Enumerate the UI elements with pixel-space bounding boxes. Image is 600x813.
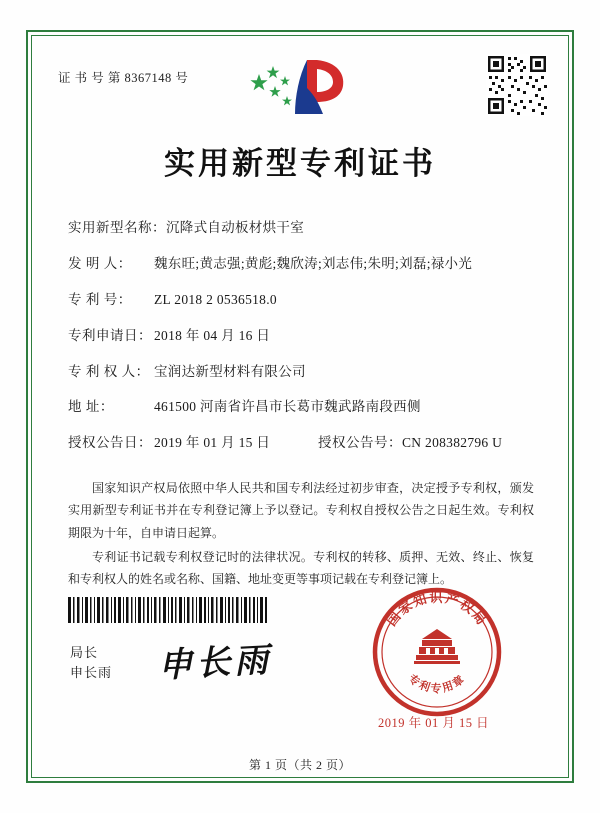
certificate-header: [40, 46, 560, 124]
qr-code-icon: [486, 54, 548, 116]
field-value: ZL 2018 2 0536518.0: [154, 291, 277, 307]
field-label: 实用新型名称：: [68, 220, 166, 235]
svg-text:专利专用章: 专利专用章: [405, 672, 469, 695]
legal-paragraph: 国家知识产权局依照中华人民共和国专利法经过初步审查，决定授予专利权，颁发实用新型专利证书并在专利登记簿上予以登记。专利权自授权公告之日起生效。专利权期限为十年，自申请日起算。: [68, 481, 534, 540]
handwritten-signature: 申长雨: [157, 642, 274, 685]
grant-date-value: 2019 年 01 月 15 日: [154, 435, 271, 451]
field-label: 专 利 权 人：: [68, 363, 150, 379]
field-label: 专利申请日：: [68, 327, 152, 343]
field-value: 沉降式自动板材烘干室: [166, 220, 304, 235]
director-name: 申长雨: [70, 665, 113, 681]
field-value: 宝润达新型材料有限公司: [154, 363, 306, 379]
field-row: [68, 327, 540, 346]
field-row: [68, 219, 540, 238]
certificate-footer: [40, 579, 560, 772]
certificate-content: [40, 46, 560, 772]
field-row: [68, 363, 540, 382]
svg-text:国家知识产权局: 国家知识产权局: [383, 590, 491, 629]
barcode-icon: [68, 597, 268, 623]
legal-text: [40, 477, 560, 590]
seal-date: 2019 年 01 月 15 日: [378, 716, 490, 730]
director-title: 局长: [70, 645, 99, 660]
field-row: [68, 291, 540, 310]
page-number: 第 1 页（共 2 页）: [248, 758, 351, 772]
grant-date-label: 授权公告日：: [68, 435, 152, 451]
legal-paragraph: 专利证书记载专利权登记时的法律状况。专利权的转移、质押、无效、终止、恢复和专利权人的姓名或名称、国籍、地址变更等事项记载在专利登记簿上。: [68, 549, 534, 586]
field-list: [40, 219, 560, 453]
field-value: 461500 河南省许昌市长葛市魏武路南段西侧: [154, 399, 421, 415]
field-label: 专 利 号：: [68, 291, 132, 307]
certificate-number: 证 书 号 第 8367148 号: [58, 71, 189, 85]
grant-number-group: [318, 434, 540, 453]
cnipa-logo-icon: [245, 52, 355, 122]
field-label: 地 址：: [68, 399, 114, 415]
page-title: 实用新型专利证书: [164, 146, 436, 181]
official-red-seal-icon: [370, 585, 504, 719]
director-label: [70, 643, 112, 683]
field-row: [68, 398, 540, 417]
grant-number-label: 授权公告号：: [318, 435, 402, 451]
field-label: 发 明 人：: [68, 255, 132, 271]
field-value: 魏东旺;黄志强;黄彪;魏欣涛;刘志伟;朱明;刘磊;禄小光: [154, 255, 473, 271]
field-value: 2018 年 04 月 16 日: [154, 327, 271, 343]
grant-row: [68, 434, 540, 453]
field-row: [68, 255, 540, 274]
grant-number-value: CN 208382796 U: [402, 435, 503, 451]
grant-date-group: [68, 434, 318, 453]
